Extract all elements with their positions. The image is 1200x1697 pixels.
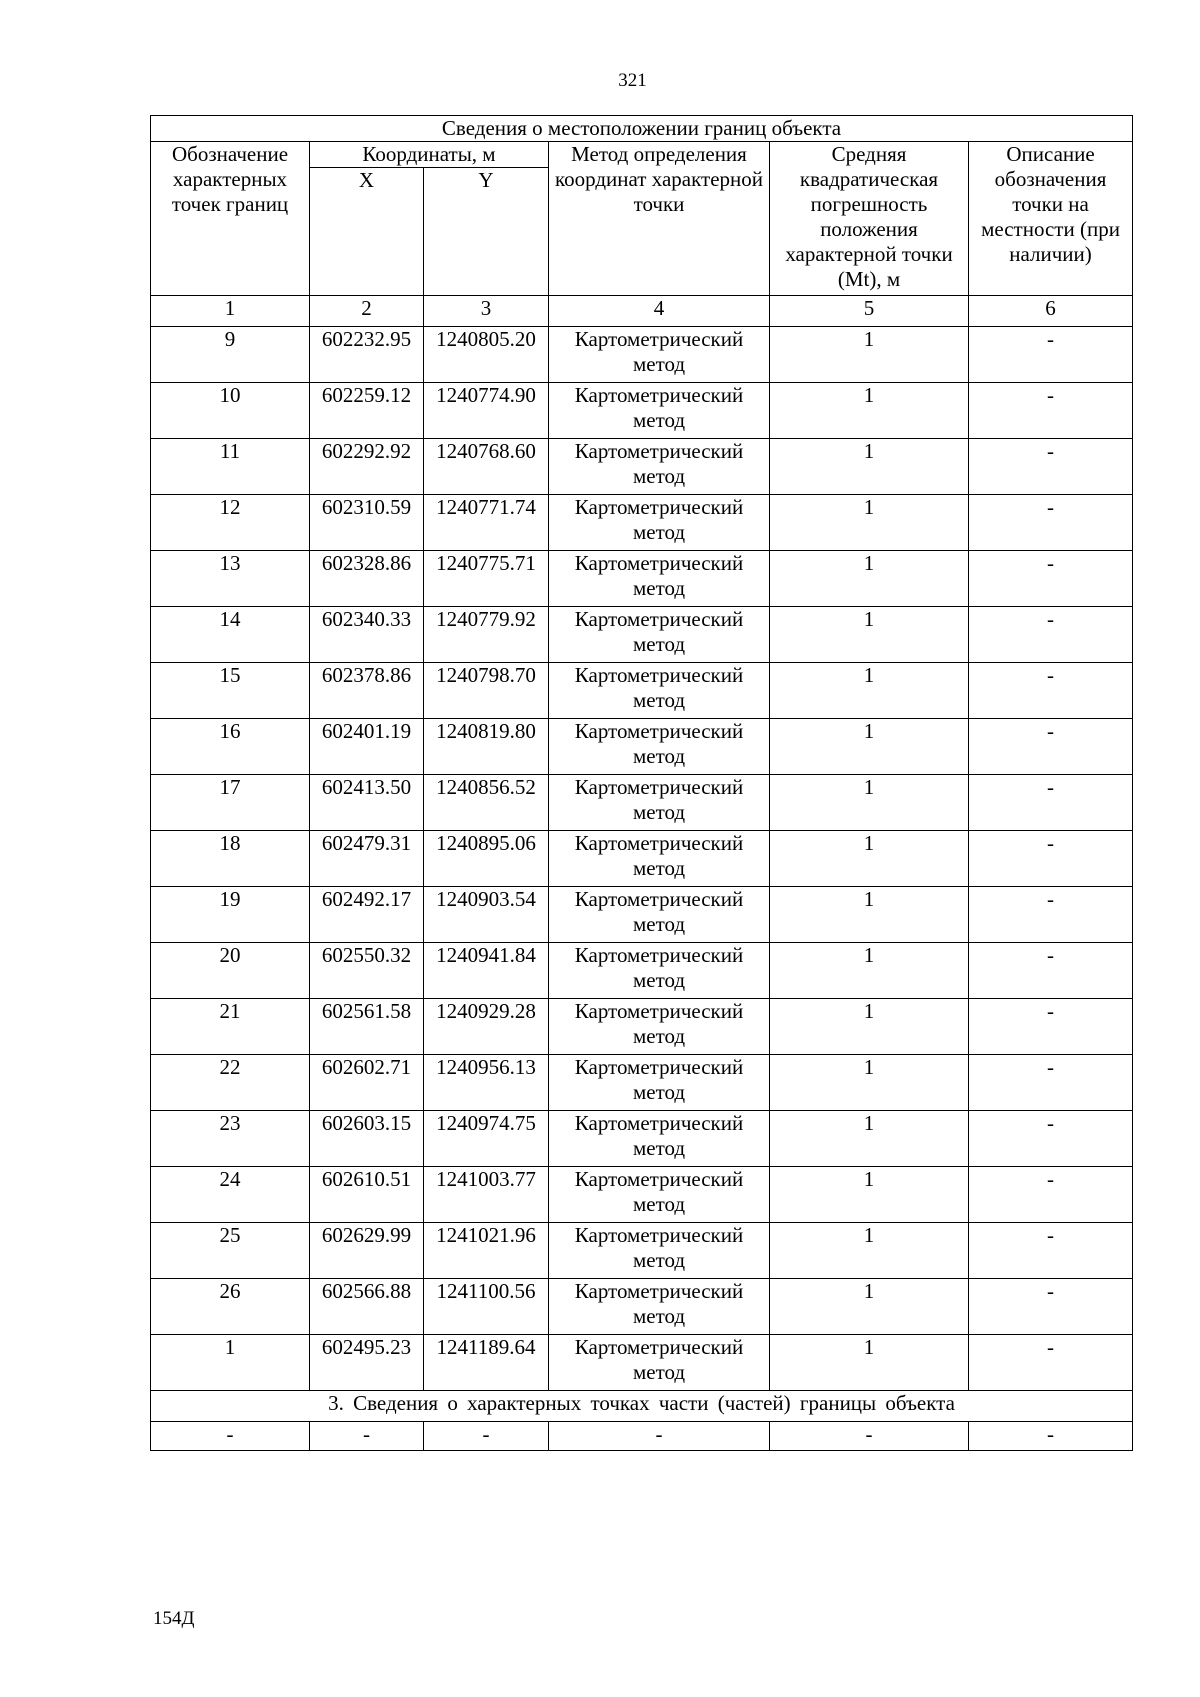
- cell-method: Картометрический метод: [549, 327, 770, 383]
- column-number: 2: [310, 296, 424, 327]
- cell-y: 1240956.13: [424, 1055, 549, 1111]
- cell-method: Картометрический метод: [549, 663, 770, 719]
- header-coords: Координаты, м: [310, 142, 549, 168]
- column-number: 3: [424, 296, 549, 327]
- cell-error: 1: [770, 943, 969, 999]
- cell-x: 602561.58: [310, 999, 424, 1055]
- cell-description: -: [969, 775, 1133, 831]
- cell-description: -: [969, 1223, 1133, 1279]
- table-row: [151, 775, 1133, 831]
- cell-description: -: [969, 1111, 1133, 1167]
- cell-y: 1240941.84: [424, 943, 549, 999]
- cell-point: 9: [151, 327, 310, 383]
- table-row: [151, 719, 1133, 775]
- cell-error: 1: [770, 439, 969, 495]
- cell-point: 19: [151, 887, 310, 943]
- header-error: Средняя квадратическая погрешность положения характерной точки (Mt), м: [770, 142, 969, 296]
- cell-error: 1: [770, 887, 969, 943]
- cell-description: -: [969, 1055, 1133, 1111]
- cell-description: -: [969, 495, 1133, 551]
- cell-description: -: [969, 1279, 1133, 1335]
- cell-method: Картометрический метод: [549, 1111, 770, 1167]
- cell-y: 1240779.92: [424, 607, 549, 663]
- cell-x: 602603.15: [310, 1111, 424, 1167]
- cell-point: 11: [151, 439, 310, 495]
- cell-x: 602495.23: [310, 1335, 424, 1391]
- cell-y: 1240774.90: [424, 383, 549, 439]
- cell-method: Картометрический метод: [549, 719, 770, 775]
- section3-cell: -: [424, 1422, 549, 1451]
- table-row: [151, 831, 1133, 887]
- cell-error: 1: [770, 551, 969, 607]
- cell-error: 1: [770, 1167, 969, 1223]
- cell-description: -: [969, 607, 1133, 663]
- cell-description: -: [969, 439, 1133, 495]
- column-numbers-row: [151, 296, 1133, 327]
- table-row: [151, 607, 1133, 663]
- cell-y: 1240929.28: [424, 999, 549, 1055]
- header-x: X: [310, 168, 424, 296]
- cell-point: 21: [151, 999, 310, 1055]
- cell-point: 10: [151, 383, 310, 439]
- cell-y: 1240768.60: [424, 439, 549, 495]
- table-row: [151, 1167, 1133, 1223]
- cell-method: Картометрический метод: [549, 551, 770, 607]
- cell-point: 22: [151, 1055, 310, 1111]
- cell-point: 18: [151, 831, 310, 887]
- cell-method: Картометрический метод: [549, 887, 770, 943]
- cell-method: Картометрический метод: [549, 1223, 770, 1279]
- header-point: Обозначение характерных точек границ: [151, 142, 310, 296]
- cell-point: 13: [151, 551, 310, 607]
- cell-method: Картометрический метод: [549, 1279, 770, 1335]
- cell-point: 25: [151, 1223, 310, 1279]
- cell-x: 602328.86: [310, 551, 424, 607]
- cell-y: 1240771.74: [424, 495, 549, 551]
- cell-error: 1: [770, 607, 969, 663]
- cell-y: 1240798.70: [424, 663, 549, 719]
- cell-error: 1: [770, 999, 969, 1055]
- table-row: [151, 1223, 1133, 1279]
- cell-point: 15: [151, 663, 310, 719]
- page-number: 321: [618, 70, 647, 91]
- cell-x: 602310.59: [310, 495, 424, 551]
- cell-description: -: [969, 831, 1133, 887]
- cell-description: -: [969, 943, 1133, 999]
- cell-method: Картометрический метод: [549, 775, 770, 831]
- section3-title: 3. Сведения о характерных точках части (частей) границы объекта: [151, 1391, 1133, 1422]
- cell-x: 602610.51: [310, 1167, 424, 1223]
- cell-point: 1: [151, 1335, 310, 1391]
- section3-cell: -: [310, 1422, 424, 1451]
- table-row: [151, 439, 1133, 495]
- cell-x: 602629.99: [310, 1223, 424, 1279]
- cell-method: Картометрический метод: [549, 831, 770, 887]
- table-row: [151, 663, 1133, 719]
- cell-point: 23: [151, 1111, 310, 1167]
- cell-error: 1: [770, 719, 969, 775]
- cell-y: 1240805.20: [424, 327, 549, 383]
- cell-method: Картометрический метод: [549, 943, 770, 999]
- cell-y: 1240895.06: [424, 831, 549, 887]
- cell-description: -: [969, 1335, 1133, 1391]
- cell-method: Картометрический метод: [549, 1167, 770, 1223]
- cell-x: 602479.31: [310, 831, 424, 887]
- cell-description: -: [969, 663, 1133, 719]
- column-number: 5: [770, 296, 969, 327]
- cell-y: 1240856.52: [424, 775, 549, 831]
- cell-y: 1241021.96: [424, 1223, 549, 1279]
- table-row: [151, 943, 1133, 999]
- cell-y: 1240775.71: [424, 551, 549, 607]
- cell-point: 16: [151, 719, 310, 775]
- cell-point: 20: [151, 943, 310, 999]
- cell-method: Картометрический метод: [549, 439, 770, 495]
- cell-x: 602602.71: [310, 1055, 424, 1111]
- cell-x: 602413.50: [310, 775, 424, 831]
- cell-error: 1: [770, 327, 969, 383]
- cell-description: -: [969, 719, 1133, 775]
- cell-y: 1240974.75: [424, 1111, 549, 1167]
- section3-cell: -: [969, 1422, 1133, 1451]
- table-row: [151, 495, 1133, 551]
- column-number: 1: [151, 296, 310, 327]
- cell-x: 602292.92: [310, 439, 424, 495]
- table-row: [151, 999, 1133, 1055]
- cell-y: 1241003.77: [424, 1167, 549, 1223]
- cell-x: 602566.88: [310, 1279, 424, 1335]
- cell-description: -: [969, 327, 1133, 383]
- cell-point: 14: [151, 607, 310, 663]
- cell-y: 1241189.64: [424, 1335, 549, 1391]
- cell-y: 1240903.54: [424, 887, 549, 943]
- table-row: [151, 551, 1133, 607]
- column-number: 4: [549, 296, 770, 327]
- cell-error: 1: [770, 1335, 969, 1391]
- cell-error: 1: [770, 383, 969, 439]
- cell-x: 602232.95: [310, 327, 424, 383]
- section3-cell: -: [151, 1422, 310, 1451]
- cell-error: 1: [770, 831, 969, 887]
- cell-point: 24: [151, 1167, 310, 1223]
- cell-error: 1: [770, 1279, 969, 1335]
- boundary-coordinates-table: [150, 115, 1133, 1451]
- cell-description: -: [969, 999, 1133, 1055]
- header-description: Описание обозначения точки на местности (при наличии): [969, 142, 1133, 296]
- cell-x: 602550.32: [310, 943, 424, 999]
- cell-description: -: [969, 551, 1133, 607]
- cell-description: -: [969, 1167, 1133, 1223]
- header-method: Метод определения координат характерной точки: [549, 142, 770, 296]
- cell-y: 1241100.56: [424, 1279, 549, 1335]
- table-row: [151, 1111, 1133, 1167]
- table-row: [151, 1335, 1133, 1391]
- cell-point: 26: [151, 1279, 310, 1335]
- cell-point: 17: [151, 775, 310, 831]
- table-row: [151, 887, 1133, 943]
- cell-description: -: [969, 887, 1133, 943]
- cell-method: Картометрический метод: [549, 999, 770, 1055]
- cell-method: Картометрический метод: [549, 383, 770, 439]
- table-row: [151, 327, 1133, 383]
- cell-error: 1: [770, 1111, 969, 1167]
- cell-method: Картометрический метод: [549, 1335, 770, 1391]
- table-row: [151, 1055, 1133, 1111]
- column-number: 6: [969, 296, 1133, 327]
- cell-description: -: [969, 383, 1133, 439]
- cell-x: 602378.86: [310, 663, 424, 719]
- cell-x: 602401.19: [310, 719, 424, 775]
- cell-method: Картометрический метод: [549, 495, 770, 551]
- cell-error: 1: [770, 1223, 969, 1279]
- header-y: Y: [424, 168, 549, 296]
- cell-method: Картометрический метод: [549, 607, 770, 663]
- section3-row: [151, 1422, 1133, 1451]
- section3-cell: -: [770, 1422, 969, 1451]
- cell-x: 602492.17: [310, 887, 424, 943]
- cell-error: 1: [770, 1055, 969, 1111]
- table-caption: Сведения о местоположении границ объекта: [151, 116, 1133, 142]
- document-code: 154Д: [153, 1608, 195, 1629]
- cell-error: 1: [770, 495, 969, 551]
- table-row: [151, 383, 1133, 439]
- section3-cell: -: [549, 1422, 770, 1451]
- cell-x: 602259.12: [310, 383, 424, 439]
- cell-x: 602340.33: [310, 607, 424, 663]
- cell-error: 1: [770, 663, 969, 719]
- cell-y: 1240819.80: [424, 719, 549, 775]
- cell-point: 12: [151, 495, 310, 551]
- cell-error: 1: [770, 775, 969, 831]
- cell-method: Картометрический метод: [549, 1055, 770, 1111]
- table-row: [151, 1279, 1133, 1335]
